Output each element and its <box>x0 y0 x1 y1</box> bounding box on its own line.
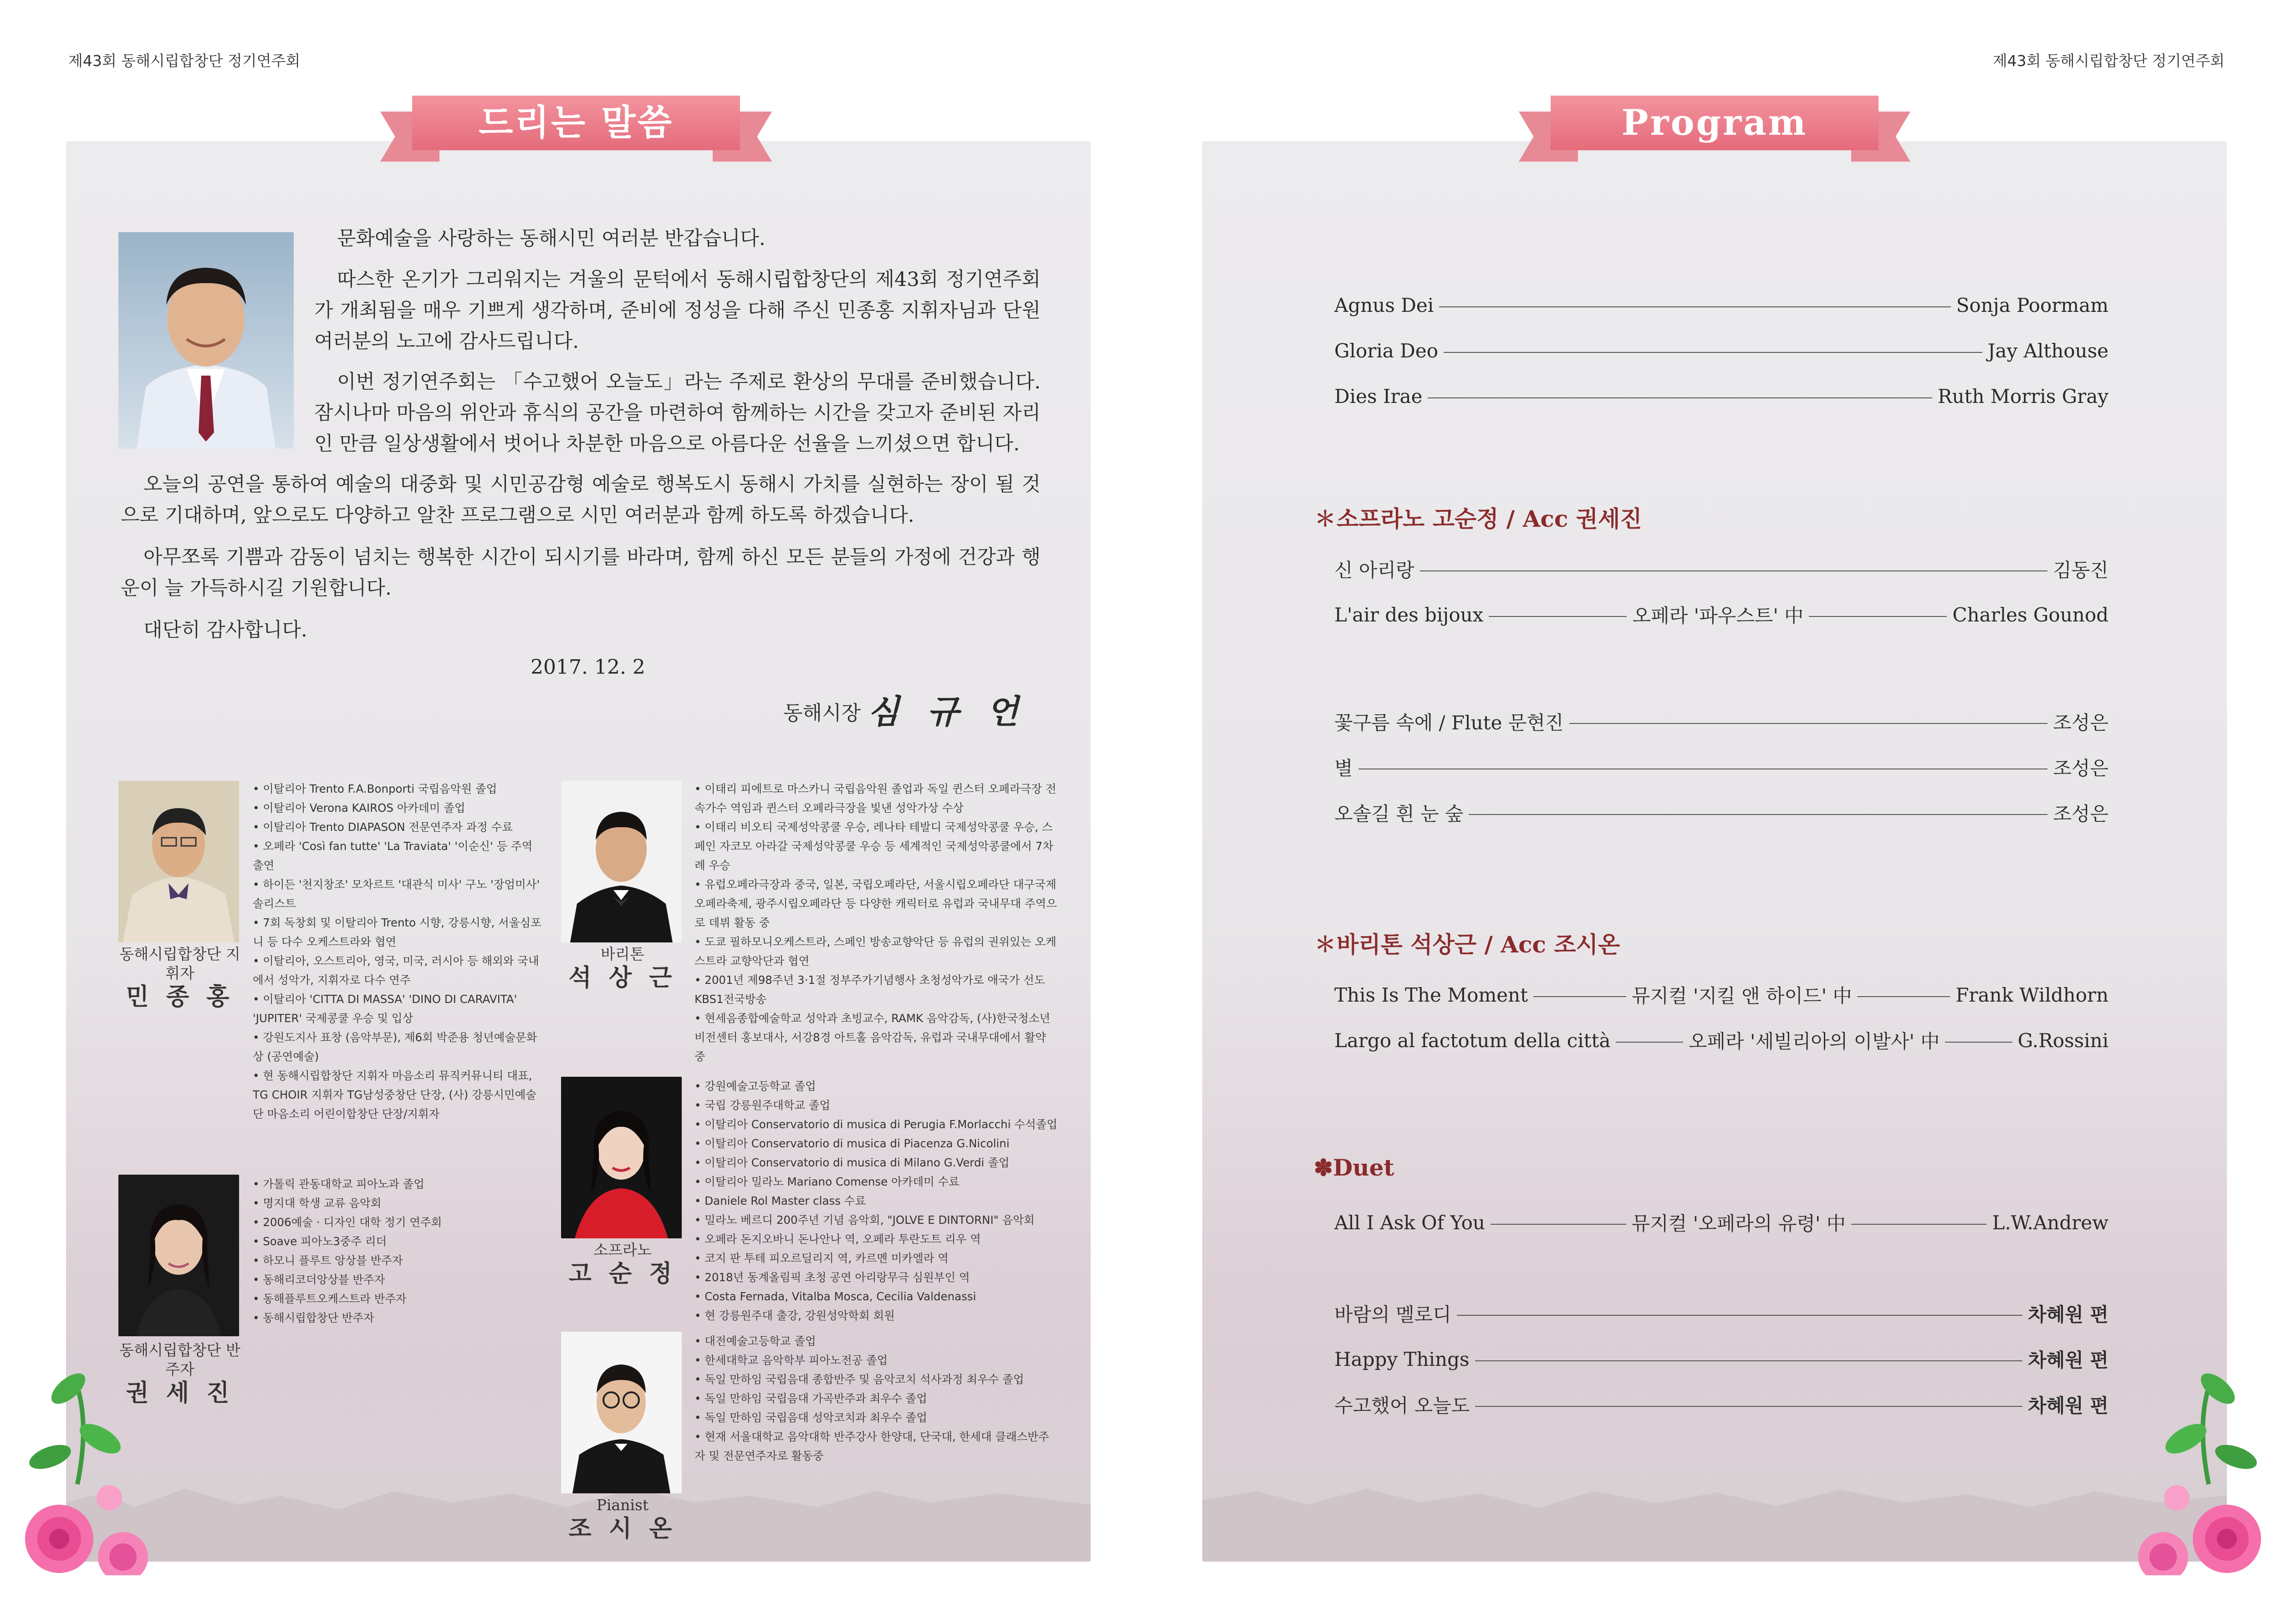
pianist-photo <box>561 1332 682 1493</box>
program-row <box>1334 753 2109 781</box>
bio-item: • 오페라 돈지오바니 돈나안나 역, 오페라 투란도트 리우 역 <box>694 1230 1059 1249</box>
conductor-name: 민 종 홍 <box>126 983 234 1011</box>
piece-composer: Frank Wildhorn <box>1955 983 2109 1006</box>
soprano-photo <box>561 1077 682 1238</box>
bio-item: • 하이든 '천지창조' 모차르트 '대관식 미사' 구노 '장엄미사' 솔리스트 <box>253 875 544 913</box>
program-row <box>1334 1391 2109 1418</box>
bio-item: • 유럽오페라극장과 중국, 일본, 국립오페라단, 서울시립오페라단 대구국제오페라축제, 광주시립오페라단 등 다양한 캐릭터로 유럽과 국내무대 주역으로 데뷔 활동 중 <box>694 875 1059 932</box>
signature-name: 심 규 언 <box>868 692 1026 731</box>
bio-item: • 오페라 'Così fan tutte' 'La Traviata' '이순신' 등 주역 출연 <box>253 837 544 875</box>
piece-title: 바람의 멜로디 <box>1334 1303 1451 1326</box>
bio-item: • 2018년 동계올림픽 초청 공연 아리랑무극 심원부인 역 <box>694 1268 1059 1287</box>
program-row <box>1334 1027 2109 1054</box>
piece-composer: 조성은 <box>2053 803 2109 825</box>
baritone-photo <box>561 781 682 942</box>
bio-item: • 2001년 제98주년 3·1절 정부주가기념행사 초청성악가로 애국가 선도 KBS1전국방송 <box>694 971 1059 1009</box>
accompanist-role: 동해시립합창단 반주자 <box>119 1341 240 1378</box>
greeting-para-1: 문화예술을 사랑하는 동해시민 여러분 반갑습니다. <box>337 227 766 250</box>
bio-item: • 동해플루트오케스트라 반주자 <box>253 1289 535 1308</box>
piece-composer: 조성은 <box>2053 712 2109 734</box>
piece-title: 수고했어 오늘도 <box>1334 1395 1470 1417</box>
piece-title: All I Ask Of You <box>1334 1211 1485 1234</box>
bio-item: • 이탈리아 Conservatorio di musica di Perugia F.Morlacchi 수석졸업 <box>694 1115 1059 1134</box>
header-left: 제43회 동해시립합창단 정기연주회 <box>68 52 301 70</box>
bio-item: • 이탈리아 'CITTA DI MASSA' 'DINO DI CARAVITA' 'JUPITER' 국제콩쿨 우승 및 입상 <box>253 990 544 1028</box>
soprano-bio <box>694 1077 1059 1325</box>
pianist-bio <box>694 1332 1059 1466</box>
program-row <box>1334 601 2109 628</box>
pianist-name: 조 시 온 <box>568 1515 677 1543</box>
baritone-role: 바리톤 <box>601 945 644 963</box>
bio-item: • 이탈리아 Trento DIAPASON 전문연주자 과정 수료 <box>253 818 544 837</box>
greeting-para-6: 대단히 감사합니다. <box>143 619 307 641</box>
bio-item: • 이탈리아 Conservatorio di musica di Piacenza G.Nicolini <box>694 1134 1059 1153</box>
program-row <box>1334 1300 2109 1327</box>
piece-composer: 차혜원 편 <box>2028 1349 2109 1371</box>
pianist-name-block <box>556 1496 689 1543</box>
bio-item: • 7회 독창회 및 이탈리아 Trento 시향, 강릉시향, 서울심포니 등 다수 오케스트라와 협연 <box>253 913 544 952</box>
program-row <box>1334 799 2109 826</box>
piece-composer: 차혜원 편 <box>2028 1395 2109 1417</box>
program-row <box>1334 708 2109 735</box>
header-right: 제43회 동해시립합창단 정기연주회 <box>1992 52 2225 70</box>
bio-item: • 이탈리아 Trento F.A.Bonporti 국립음악원 졸업 <box>253 779 544 799</box>
piece-source: 뮤지컬 '오페라의 유령' 中 <box>1631 1212 1846 1235</box>
soprano-heading: ✽소프라노 고순정 / Acc 권세진 <box>1314 505 1642 532</box>
bio-item: • 동해리코더앙상블 반주자 <box>253 1270 535 1289</box>
program-row <box>1334 1209 2109 1236</box>
piece-title: This Is The Moment <box>1334 983 1528 1006</box>
program-title: Program <box>1621 102 1808 143</box>
baritone-name-block <box>556 945 689 992</box>
greeting-title: 드리는 말씀 <box>479 102 674 143</box>
accompanist-bio <box>253 1175 535 1328</box>
bio-item: • 강원도지사 표창 (음악부문), 제6회 박준용 청년예술문화상 (공연예술) <box>253 1028 544 1066</box>
rose-decoration-icon <box>18 1348 182 1575</box>
program-row <box>1334 1345 2109 1373</box>
piece-title: 오솔길 흰 눈 숲 <box>1334 803 1464 825</box>
bio-item: • 한세대학교 음악학부 피아노전공 졸업 <box>694 1351 1059 1370</box>
signature-title: 동해시장 <box>783 702 861 725</box>
piece-title: Happy Things <box>1334 1348 1470 1370</box>
greeting-ribbon <box>380 91 772 155</box>
greeting-para-5: 아무쪼록 기쁨과 감동이 넘치는 행복한 시간이 되시기를 바라며, 함께 하신 모든 분들의 가정에 건강과 행운이 늘 가득하시길 기원합니다. <box>121 546 1041 600</box>
duet-heading: ✽Duet <box>1314 1154 1394 1181</box>
bio-item: • Costa Fernada, Vitalba Mosca, Cecilia Valdenassi <box>694 1287 1059 1306</box>
piece-title: 신 아리랑 <box>1334 559 1414 581</box>
accompanist-photo <box>118 1175 239 1336</box>
soprano-name-block <box>556 1241 689 1288</box>
bio-item: • 현 동해시립합창단 지휘자 마음소리 뮤직커뮤니티 대표, TG CHOIR 지휘자 TG남성중창단 단장, (사) 강릉시민예술단 마음소리 어린이합창단 단장/지휘자 <box>253 1066 544 1124</box>
piece-composer: G.Rossini <box>2017 1029 2109 1052</box>
piece-source: 오페라 '파우스트' 中 <box>1632 605 1804 627</box>
bio-item: • Daniele Rol Master class 수료 <box>694 1191 1059 1211</box>
bio-item: • 이태리 비오티 국제성악콩쿨 우승, 레나타 테발디 국제성악콩쿨 우승, 스페인 자코모 아라갈 국제성악콩쿨 우승 등 세계적인 국제성악콩쿨에서 7차례 우승 <box>694 818 1059 875</box>
bio-item: • 동해시립합창단 반주자 <box>253 1308 535 1328</box>
baritone-heading: ✽바리톤 석상근 / Acc 조시온 <box>1314 931 1620 958</box>
bio-item: • 이태리 피에트로 마스카니 국립음악원 졸업과 독일 퀸스터 오페라극장 전속가수 역임과 퀸스터 오페라극장을 빛낸 성악가상 수상 <box>694 779 1059 818</box>
bio-item: • 독일 만하임 국립음대 종합반주 및 음악코치 석사과정 최우수 졸업 <box>694 1370 1059 1389</box>
piece-title: Gloria Deo <box>1334 339 1438 362</box>
program-row <box>1334 337 2109 364</box>
mountain-silhouette <box>1202 1475 2227 1562</box>
piece-composer: Charles Gounod <box>1952 603 2109 626</box>
bio-item: • 현재 서울대학교 음악대학 반주강사 한양대, 단국대, 한세대 클래스반주자 및 전문연주자로 활동중 <box>694 1427 1059 1466</box>
accompanist-name: 권 세 진 <box>126 1380 234 1407</box>
bio-item: • 이탈리아 Conservatorio di musica di Milano G.Verdi 졸업 <box>694 1153 1059 1172</box>
bio-item: • 이탈리아, 오스트리아, 영국, 미국, 러시아 등 해외와 국내에서 성악가, 지휘자로 다수 연주 <box>253 952 544 990</box>
greeting-para-3: 이번 정기연주회는 「수고했어 오늘도」라는 주제로 환상의 무대를 준비했습니다. 잠시나마 마음의 위안과 휴식의 공간을 마련하여 함께하는 시간을 갖고자 준비된 자리인 만큼 일상생활에서 벗어나 차분한 마음으로 아름다운 선율을 느끼셨으면 합니다. <box>314 371 1041 455</box>
piece-source: 뮤지컬 '지킬 앤 하이드' 中 <box>1631 985 1852 1007</box>
baritone-name: 석 상 근 <box>568 964 677 992</box>
piece-composer: Jay Althouse <box>1987 339 2109 362</box>
conductor-name-block <box>114 945 246 1011</box>
greeting-para-2: 따스한 온기가 그리워지는 겨울의 문턱에서 동해시립합창단의 제43회 정기연주회가 개최됨을 매우 기쁘게 생각하며, 준비에 정성을 다해 주신 민종홍 지휘자님과 단원 여러분의 노고에 감사드립니다. <box>314 268 1041 353</box>
conductor-role: 동해시립합창단 지휘자 <box>119 945 240 982</box>
bio-item: • 독일 만하임 국립음대 가곡반주과 최우수 졸업 <box>694 1389 1059 1408</box>
piece-composer: L.W.Andrew <box>1992 1211 2109 1234</box>
program-ribbon <box>1519 91 1910 155</box>
bio-item: • 도쿄 필하모니오케스트라, 스페인 방송교향악단 등 유럽의 권위있는 오케스트라 교향악단과 협연 <box>694 932 1059 971</box>
piece-title: L'air des bijoux <box>1334 603 1484 626</box>
bio-item: • 독일 만하임 국립음대 성악코치과 최우수 졸업 <box>694 1408 1059 1427</box>
bio-item: • 대전예술고등학교 졸업 <box>694 1332 1059 1351</box>
bio-item: • 이탈리아 밀라노 Mariano Comense 아카데미 수료 <box>694 1172 1059 1191</box>
program-row <box>1334 291 2109 319</box>
bio-item: • 현 강릉원주대 출강, 강원성악학회 회원 <box>694 1306 1059 1325</box>
piece-title: 별 <box>1334 757 1353 779</box>
piece-source: 오페라 '세빌리아의 이발사' 中 <box>1688 1030 1940 1053</box>
program-row <box>1334 382 2109 410</box>
conductor-bio <box>253 779 544 1124</box>
bio-item: • 코지 판 투테 피오르딜리지 역, 카르멘 미카엘라 역 <box>694 1249 1059 1268</box>
piece-composer: 조성은 <box>2053 757 2109 779</box>
bio-item: • 하모니 플루트 앙상블 반주자 <box>253 1251 535 1270</box>
rose-decoration-icon <box>2104 1348 2268 1575</box>
piece-composer: Ruth Morris Gray <box>1937 385 2109 407</box>
conductor-photo <box>118 781 239 942</box>
soprano-role: 소프라노 <box>593 1241 652 1259</box>
soprano-name: 고 순 정 <box>568 1260 677 1288</box>
bio-item: • 국립 강릉원주대학교 졸업 <box>694 1096 1059 1115</box>
piece-composer: Sonja Poormam <box>1956 294 2109 316</box>
bio-item: • 현세음종합예술학교 성악과 초빙교수, RAMK 음악감독, (사)한국청소년비전센터 홍보대사, 서강8경 아트홀 음악감독, 유럽과 국내무대에서 활약 중 <box>694 1009 1059 1066</box>
program-row <box>1334 555 2109 583</box>
bio-item: • Soave 피아노3중주 리더 <box>253 1232 535 1251</box>
bio-item: • 명지대 학생 교류 음악회 <box>253 1194 535 1213</box>
piece-composer: 김동진 <box>2053 559 2109 581</box>
bio-item: • 가톨릭 관동대학교 피아노과 졸업 <box>253 1175 535 1194</box>
bio-item: • 강원예술고등학교 졸업 <box>694 1077 1059 1096</box>
pianist-role: Pianist <box>596 1496 649 1514</box>
piece-title: Largo al factotum della città <box>1334 1029 1611 1052</box>
bio-item: • 밀라노 베르디 200주년 기념 음악회, "JOLVE E DINTORNI" 음악회 <box>694 1211 1059 1230</box>
bio-item: • 이탈리아 Verona KAIROS 아카데미 졸업 <box>253 799 544 818</box>
greeting-para-4: 오늘의 공연을 통하여 예술의 대중화 및 시민공감형 예술로 행복도시 동해시 가치를 실현하는 장이 될 것으로 기대하며, 앞으로도 다양하고 알찬 프로그램으로 시민 여러분과 함께 하도록 하겠습니다. <box>121 473 1041 527</box>
greeting-date: 2017. 12. 2 <box>531 656 645 679</box>
baritone-bio <box>694 779 1059 1066</box>
piece-title: 꽃구름 속에 / Flute 문현진 <box>1334 712 1564 734</box>
piece-title: Agnus Dei <box>1334 294 1434 316</box>
program-row <box>1334 981 2109 1008</box>
piece-title: Dies Irae <box>1334 385 1423 407</box>
piece-composer: 차혜원 편 <box>2028 1303 2109 1326</box>
bio-item: • 2006예술 · 디자인 대학 정기 연주회 <box>253 1213 535 1232</box>
mayor-photo <box>118 232 294 448</box>
